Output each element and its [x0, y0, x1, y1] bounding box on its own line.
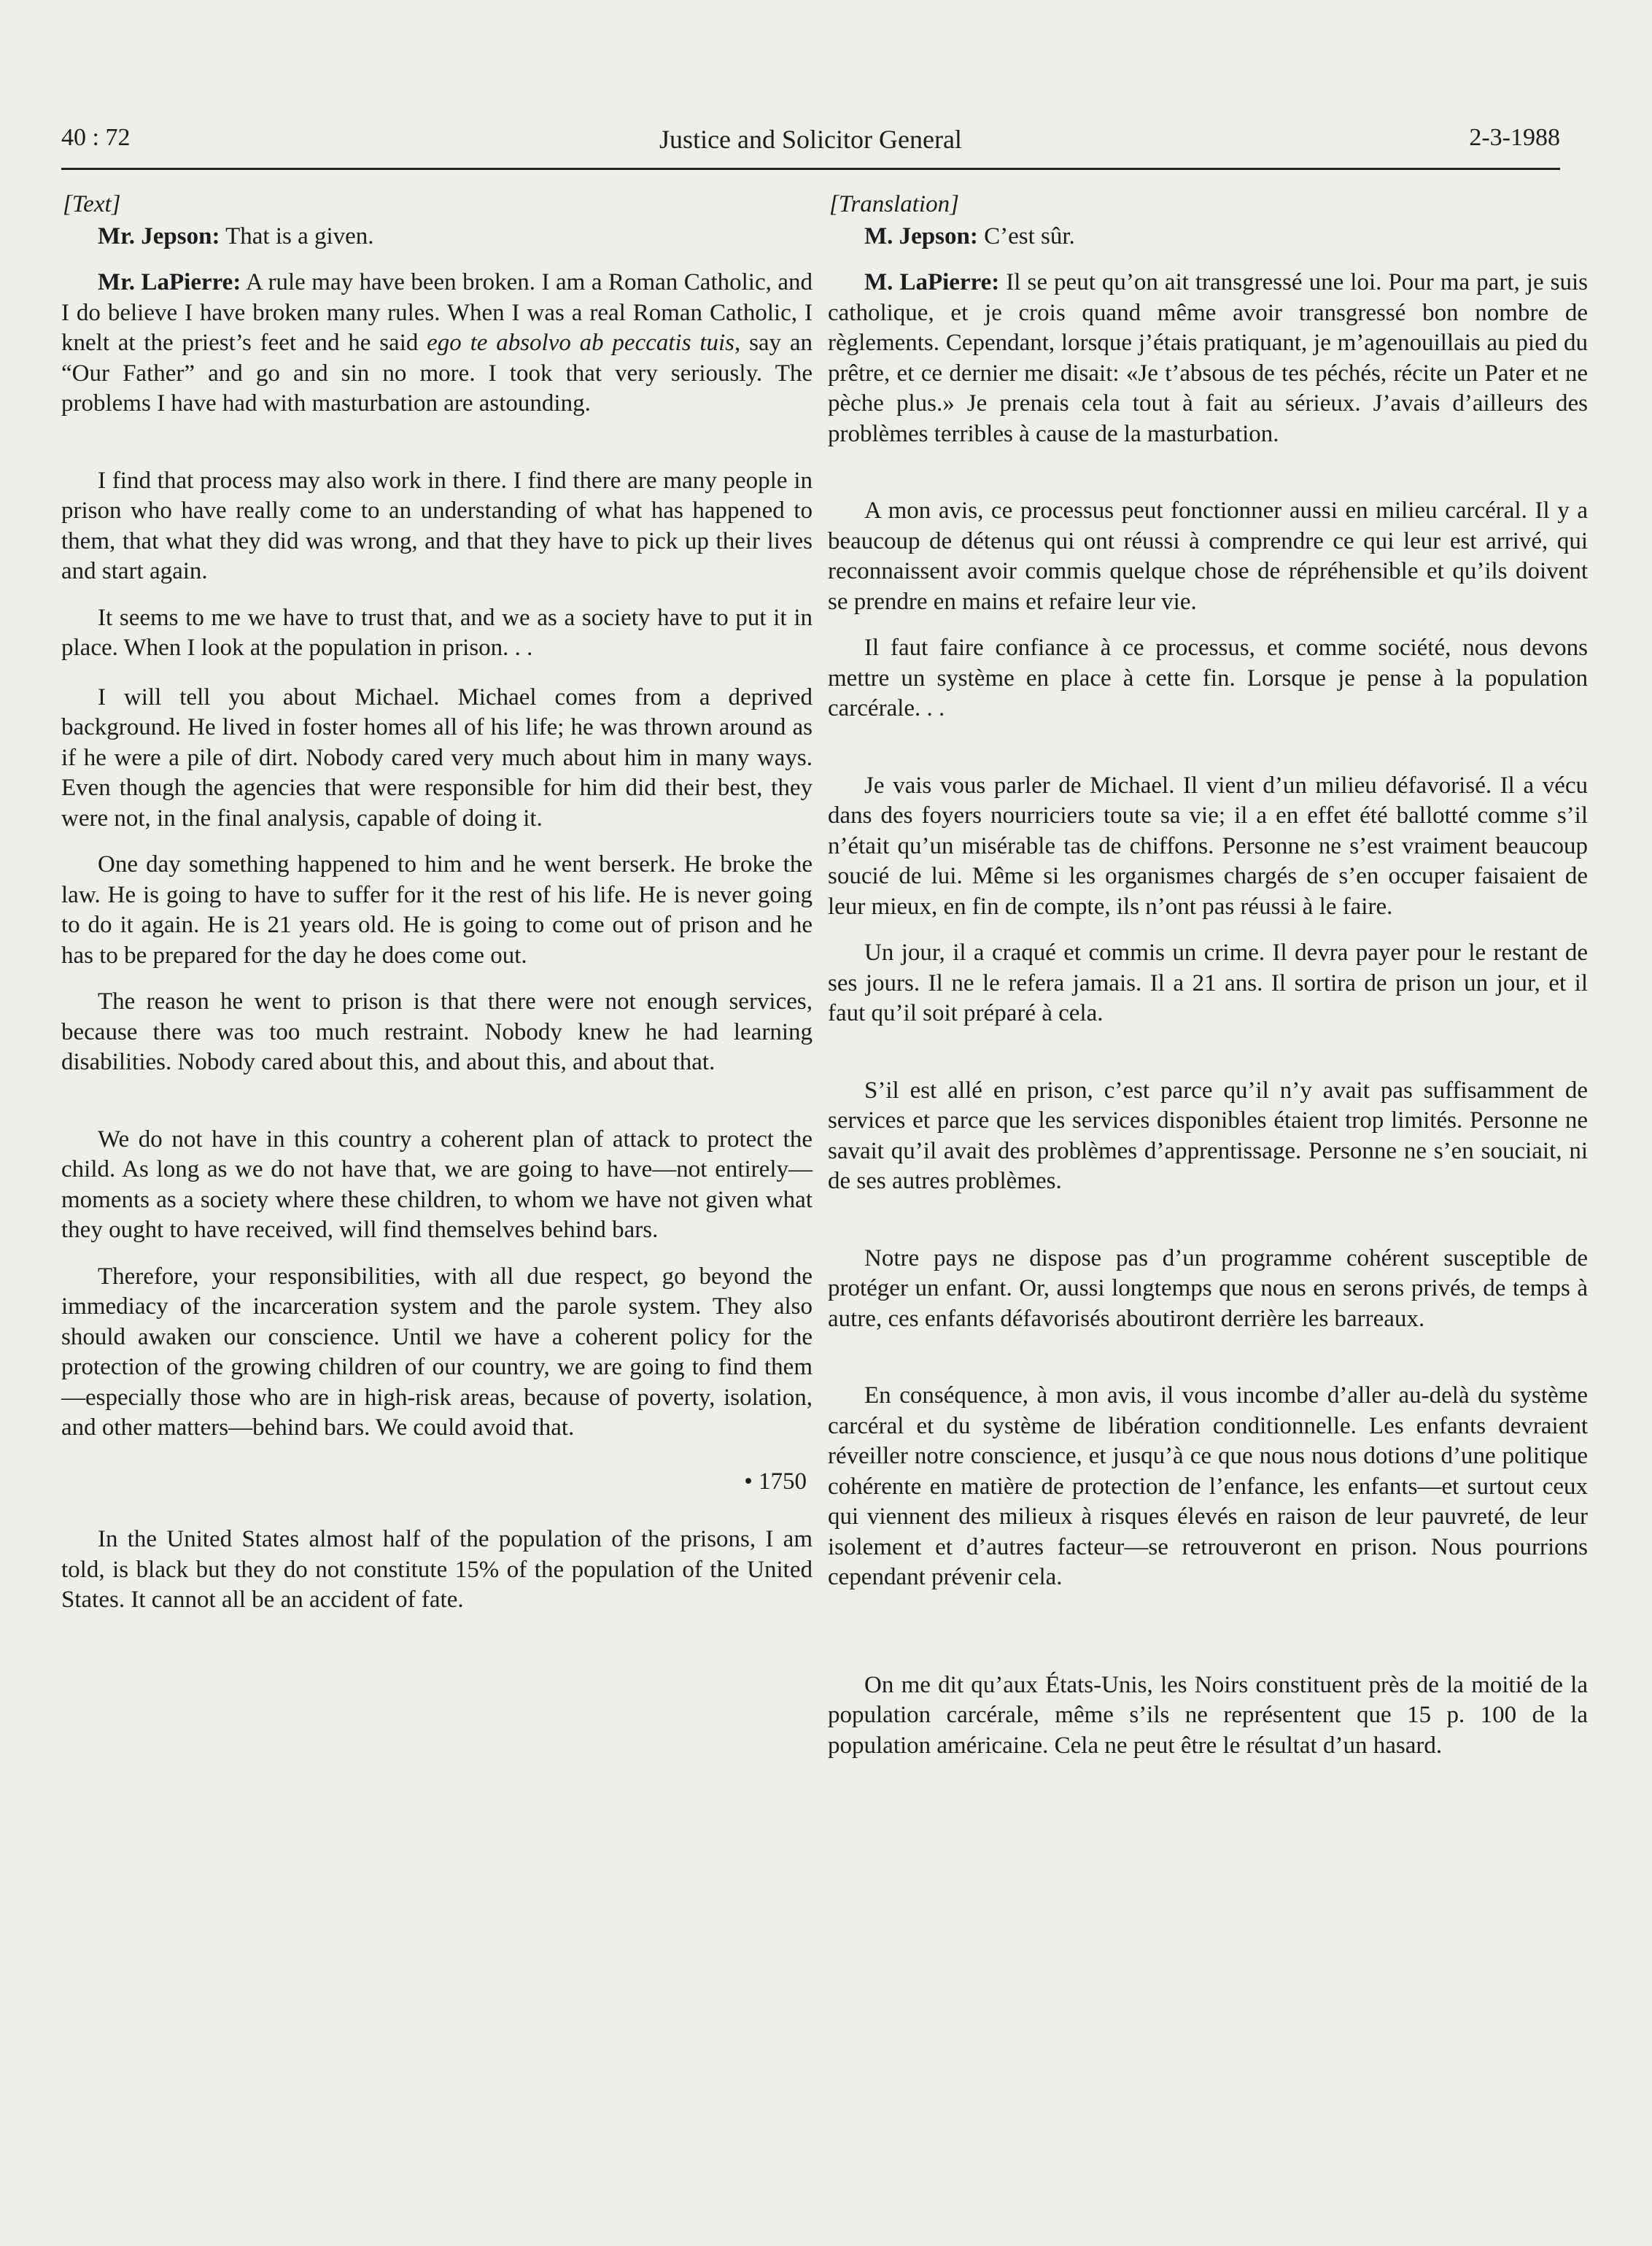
paragraph: [61, 268, 813, 419]
paragraph: One day something happened to him and he went berserk. He broke the law. He is going to have to suffer for it the rest of his life. He is never going to do it again. He is 21 years old. He is going to come out of prison and he has to be prepared for the day he does come out.: [61, 851, 813, 969]
translation-label: [Translation]: [829, 191, 959, 217]
paragraph: S’il est allé en prison, c’est parce qu’il n’y avait pas suffisamment de services et parce que les services disponibles étaient trop limités. Personne ne savait qu’il avait des problèmes d’apprentissage. Personne ne s’en souciait, ni de ses autres problèmes.: [828, 1077, 1588, 1194]
time-marker: • 1750: [744, 1468, 807, 1495]
speaker-name: Mr. LaPierre:: [98, 269, 241, 295]
page-date: 2-3-1988: [1469, 124, 1560, 151]
paragraph: En conséquence, à mon avis, il vous incombe d’aller au-delà du système carcéral et du système de libération conditionnelle. Les enfants devraient réveiller notre conscience, et jusqu’à ce que nous nous dotions d’une politique cohérente en matière de protection de l’enfance, les enfants—et surtout ceux qui viennent des milieux à risques élevés en raison de leur pauvreté, de leur isolement et d’autres facteur—se retrouveront en prison. Nous pourrions cependant prévenir cela.: [828, 1382, 1588, 1590]
paragraph: Un jour, il a craqué et commis un crime. Il devra payer pour le restant de ses jours. Il ne le refera jamais. Il a 21 ans. Il sortira de prison un jour, et il faut qu’il soit préparé à cela.: [828, 940, 1588, 1026]
page-header: [61, 124, 1560, 170]
paragraph: [828, 268, 1588, 449]
speech-text: A rule may have been broken. I am a Roman Catholic, and I do believe I have broken many rules. When I was a real Roman Catholic, I knelt at the priest’s feet and he said: [61, 269, 813, 356]
speech-text: C’est sûr.: [977, 222, 1075, 249]
paragraph: Notre pays ne dispose pas d’un programme cohérent susceptible de protéger un enfant. Or, aussi longtemps que nous en serons privés, de temps à autre, ces enfants défavorisés aboutiront derrière les barreaux.: [828, 1244, 1588, 1332]
paragraph: Therefore, your responsibilities, with all due respect, go beyond the immediacy of the incarceration system and the parole system. They also should awaken our conscience. Until we have a coherent policy for the protection of the growing children of our country, we are going to find them—especially those who are in high-risk areas, because of poverty, isolation, and other matters—behind bars. We could avoid that.: [61, 1263, 813, 1441]
paragraph: I find that process may also work in there. I find there are many people in prison who have really come to an understanding of what has happened to them, that what they did was wrong, and that they have to pick up their lives and start again.: [61, 467, 813, 584]
text-label: [Text]: [63, 191, 121, 217]
paragraph: In the United States almost half of the population of the prisons, I am told, is black but they do not constitute 15% of the population of the United States. It cannot all be an accident of fate.: [61, 1526, 813, 1613]
speaker-name: M. Jepson:: [864, 222, 978, 249]
latin-phrase: ego te absolvo ab peccatis tuis: [427, 330, 735, 356]
speech-text: , say an “Our Father” and go and sin no more. I took that very seriously. The problems I have had with masturbation are astounding.: [61, 330, 813, 417]
paragraph: Il faut faire confiance à ce processus, et comme société, nous devons mettre un système en place à cette fin. Lorsque je pense à la population carcérale. . .: [828, 635, 1588, 721]
page-number: 40 : 72: [61, 124, 131, 151]
speaker-name: Mr. Jepson:: [98, 222, 220, 249]
paragraph: We do not have in this country a coherent plan of attack to protect the child. As long as we do not have that, we are going to have—not entirely—moments as a society where these children, to whom we have not given what they ought to have received, will find themselves behind bars.: [61, 1126, 813, 1243]
paragraph: The reason he went to prison is that there were not enough services, because there was too much restraint. Nobody knew he had learning disabilities. Nobody cared about this, and about this, and about that.: [61, 988, 813, 1075]
speech-text: Il se peut qu’on ait transgressé une loi. Pour ma part, je suis catholique, et je crois quand même avoir transgressé bon nombre de règlements. Cependant, lorsque j’étais pratiquant, je m’agenouillais au pied du prêtre, et ce dernier me disait: «Je t’absous de tes péchés, récite un Pater et ne pèche plus.» Je prenais cela tout à fait au sérieux. J’avais d’ailleurs des problèmes terribles à cause de la masturbation.: [828, 269, 1588, 447]
speech-text: That is a given.: [220, 222, 374, 249]
paragraph: A mon avis, ce processus peut fonctionner aussi en milieu carcéral. Il y a beaucoup de détenus qui ont réussi à comprendre ce qui leur est arrivé, qui reconnaissent avoir commis quelque chose de répréhensible et qu’ils doivent se prendre en mains et refaire leur vie.: [828, 497, 1588, 615]
paragraph: [828, 222, 1588, 252]
speaker-name: M. LaPierre:: [864, 269, 1000, 295]
paragraph: [61, 222, 813, 252]
paragraph: It seems to me we have to trust that, and we as a society have to put it in place. When I look at the population in prison. . .: [61, 604, 813, 661]
english-column: [61, 190, 813, 1616]
french-column: [828, 190, 1588, 1761]
paragraph: I will tell you about Michael. Michael comes from a deprived background. He lived in foster homes all of his life; he was thrown around as if he were a pile of dirt. Nobody cared very much about him in many ways. Even though the agencies that were responsible for him did their best, they were not, in the final analysis, capable of doing it.: [61, 684, 813, 832]
page-title: Justice and Solicitor General: [659, 125, 962, 154]
paragraph: Je vais vous parler de Michael. Il vient d’un milieu défavorisé. Il a vécu dans des foyers nourriciers toute sa vie; il a en effet été ballotté comme s’il n’était qu’un misérable tas de chiffons. Personne ne s’est vraiment beaucoup soucié de lui. Même si les organismes chargés de s’en occuper faisaient de leur mieux, en fin de compte, ils n’ont pas réussi à le faire.: [828, 772, 1588, 920]
paragraph: On me dit qu’aux États-Unis, les Noirs constituent près de la moitié de la population carcérale, même s’ils ne représentent que 15 p. 100 de la population américaine. Cela ne peut être le résultat d’un hasard.: [828, 1671, 1588, 1759]
